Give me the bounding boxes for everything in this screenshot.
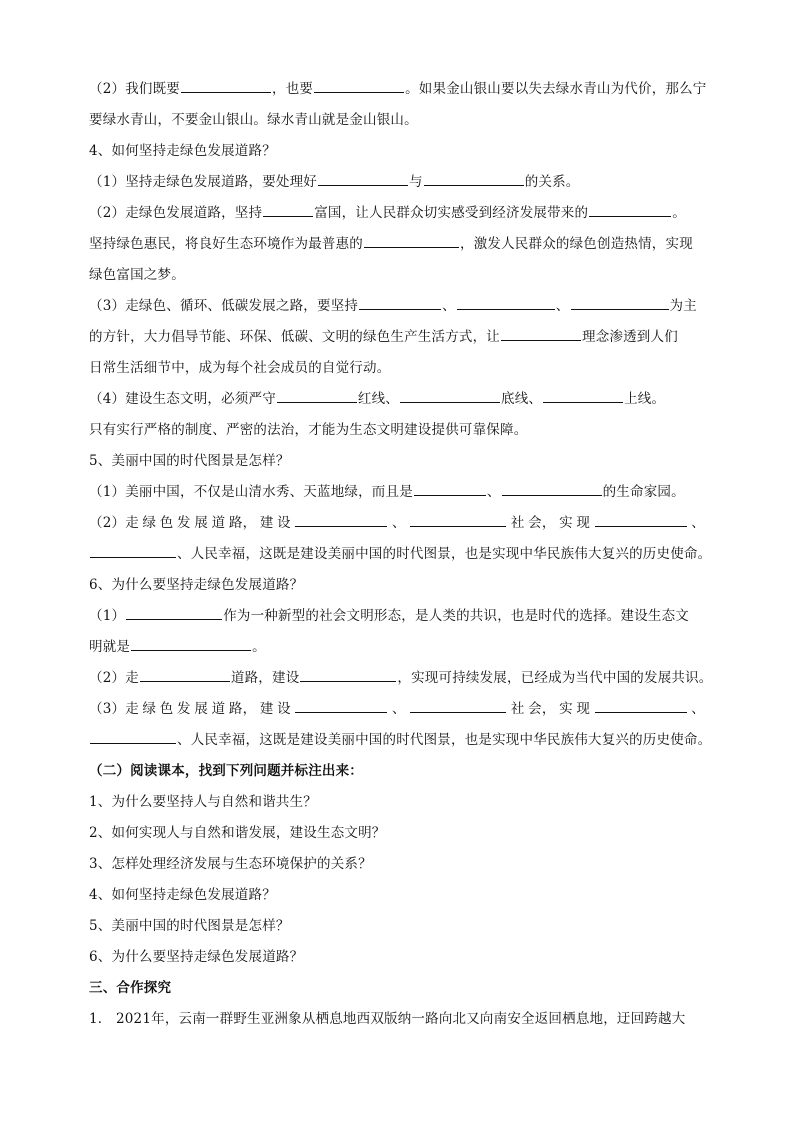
text-segment: 红线、 bbox=[357, 391, 399, 407]
fill-in-blank[interactable] bbox=[295, 513, 387, 527]
fill-in-blank[interactable] bbox=[90, 544, 176, 558]
text-segment: 。如果金山银山要以失去绿水青山为代价，那么宁 bbox=[405, 81, 707, 97]
text-segment: ，激发人民群众的绿色创造热情，实现 bbox=[460, 236, 693, 252]
text-line bbox=[89, 229, 705, 260]
text-segment: 的关系。 bbox=[524, 174, 580, 190]
text-segment: 建 bbox=[259, 701, 274, 717]
section-heading bbox=[89, 756, 705, 787]
text-segment: 4、如何坚持走绿色发展道路？ bbox=[89, 143, 276, 159]
text-segment: 绿色富国之梦。 bbox=[89, 267, 185, 283]
fill-in-blank[interactable] bbox=[410, 513, 506, 527]
text-segment: 现 bbox=[576, 701, 591, 717]
fill-in-blank[interactable] bbox=[424, 172, 524, 186]
text-segment: （2）走 bbox=[89, 515, 139, 531]
section-heading bbox=[89, 973, 705, 1004]
text-line bbox=[89, 322, 705, 353]
text-segment: 现 bbox=[576, 515, 591, 531]
text-segment: 6、为什么要坚持走绿色发展道路？ bbox=[89, 577, 304, 593]
text-line bbox=[89, 942, 705, 973]
text-segment: 展 bbox=[194, 515, 209, 531]
text-line bbox=[89, 105, 705, 136]
fill-in-blank[interactable] bbox=[300, 668, 396, 682]
text-line bbox=[89, 198, 705, 229]
text-segment: 社 bbox=[510, 515, 525, 531]
text-line bbox=[89, 911, 705, 942]
text-segment: ，实现可持续发展，已经成为当代中国的发展共识。 bbox=[397, 670, 713, 686]
fill-in-blank[interactable] bbox=[571, 296, 669, 310]
text-segment: 设 bbox=[277, 515, 291, 531]
text-line bbox=[89, 539, 712, 570]
fill-in-blank[interactable] bbox=[414, 482, 486, 496]
fill-in-blank[interactable] bbox=[595, 699, 687, 713]
fill-in-blank[interactable] bbox=[502, 482, 602, 496]
text-segment: 、 bbox=[691, 701, 705, 717]
text-line bbox=[89, 477, 705, 508]
text-segment: 、 bbox=[555, 298, 570, 314]
text-line bbox=[89, 136, 705, 167]
fill-in-blank[interactable] bbox=[400, 389, 500, 403]
text-segment: 1、为什么要坚持人与自然和谐共生？ bbox=[89, 794, 317, 810]
fill-in-blank[interactable] bbox=[595, 513, 687, 527]
text-segment: 发 bbox=[177, 515, 191, 531]
fill-in-blank[interactable] bbox=[263, 203, 313, 217]
text-segment: （2）走 bbox=[89, 670, 139, 686]
fill-in-blank[interactable] bbox=[410, 699, 506, 713]
text-segment: 、人民幸福，这既是建设美丽中国的时代图景，也是实现中华民族伟大复兴的历史使命。 bbox=[177, 546, 712, 562]
text-segment: 明就是 bbox=[89, 639, 131, 655]
text-segment: 与 bbox=[409, 174, 423, 190]
text-segment: （二）阅读课本，找到下列问题并标注出来： bbox=[89, 763, 363, 779]
text-segment: （3）走 bbox=[89, 701, 139, 717]
text-segment: 上线。 bbox=[624, 391, 666, 407]
text-segment: 三、合作探究 bbox=[89, 980, 172, 996]
text-line bbox=[89, 508, 705, 539]
fill-in-blank[interactable] bbox=[314, 79, 404, 93]
text-segment: 发 bbox=[177, 701, 191, 717]
text-line bbox=[89, 74, 705, 105]
text-line bbox=[89, 694, 705, 725]
text-line bbox=[89, 570, 705, 601]
fill-in-blank[interactable] bbox=[359, 296, 441, 310]
text-segment: （1）坚持走绿色发展道路，要处理好 bbox=[89, 174, 317, 190]
text-segment: 理念渗透到人们 bbox=[582, 329, 678, 345]
text-segment: 要绿水青山，不要金山银山。绿水青山就是金山银山。 bbox=[89, 112, 418, 128]
text-segment: 道 bbox=[211, 515, 226, 531]
text-line bbox=[89, 849, 705, 880]
text-segment: （1） bbox=[89, 608, 126, 624]
document-page bbox=[89, 74, 713, 1035]
text-segment: 4、如何坚持走绿色发展道路？ bbox=[89, 887, 276, 903]
text-segment: 路， bbox=[228, 515, 257, 531]
text-segment: 富国，让人民群众切实感受到经济发展带来的 bbox=[314, 205, 589, 221]
text-segment: 会， bbox=[528, 515, 556, 531]
text-segment: 1． 2021年，云南一群野生亚洲象从栖息地西双版纳一路向北又向南安全返回栖息地，迂回跨越大 bbox=[89, 1011, 686, 1027]
text-segment: 5、美丽中国的时代图景是怎样？ bbox=[89, 453, 290, 469]
text-segment: 路， bbox=[228, 701, 257, 717]
text-segment: 。 bbox=[672, 205, 686, 221]
text-segment: （1）美丽中国，不仅是山清水秀、天蓝地绿，而且是 bbox=[89, 484, 413, 500]
text-segment: 。 bbox=[252, 639, 266, 655]
text-line bbox=[89, 260, 705, 291]
text-segment: 实 bbox=[559, 701, 573, 717]
text-segment: 、 bbox=[486, 484, 501, 500]
text-line bbox=[89, 415, 705, 446]
text-segment: 道 bbox=[211, 701, 226, 717]
text-line bbox=[89, 291, 705, 322]
fill-in-blank[interactable] bbox=[131, 637, 251, 651]
text-line bbox=[89, 601, 705, 632]
text-line bbox=[89, 632, 705, 663]
fill-in-blank[interactable] bbox=[501, 327, 581, 341]
text-line bbox=[89, 725, 712, 756]
fill-in-blank[interactable] bbox=[457, 296, 555, 310]
fill-in-blank[interactable] bbox=[90, 730, 176, 744]
fill-in-blank[interactable] bbox=[364, 234, 459, 248]
text-line bbox=[89, 663, 713, 694]
fill-in-blank[interactable] bbox=[140, 668, 230, 682]
text-segment: 为主 bbox=[669, 298, 697, 314]
text-segment: 展 bbox=[194, 701, 209, 717]
text-segment: 设 bbox=[277, 701, 291, 717]
text-segment: 建 bbox=[259, 515, 274, 531]
text-line bbox=[89, 880, 705, 911]
fill-in-blank[interactable] bbox=[589, 203, 671, 217]
fill-in-blank[interactable] bbox=[295, 699, 387, 713]
text-segment: 、 bbox=[691, 515, 705, 531]
text-segment: 绿 bbox=[142, 701, 157, 717]
fill-in-blank[interactable] bbox=[277, 389, 357, 403]
text-segment: 日常生活细节中，成为每个社会成员的自觉行动。 bbox=[89, 360, 391, 376]
text-segment: 坚持绿色惠民，将良好生态环境作为最普惠的 bbox=[89, 236, 363, 252]
fill-in-blank[interactable] bbox=[126, 606, 222, 620]
text-segment: 只有实行严格的制度、严密的法治，才能为生态文明建设提供可靠保障。 bbox=[89, 422, 528, 438]
text-line bbox=[89, 787, 705, 818]
text-segment: 、人民幸福，这既是建设美丽中国的时代图景，也是实现中华民族伟大复兴的历史使命。 bbox=[177, 732, 712, 748]
text-segment: ，也要 bbox=[272, 81, 314, 97]
text-segment: 的生命家园。 bbox=[602, 484, 685, 500]
fill-in-blank[interactable] bbox=[543, 389, 623, 403]
text-line bbox=[89, 446, 705, 477]
text-segment: （4）建设生态文明，必须严守 bbox=[89, 391, 276, 407]
text-segment: 6、为什么要坚持走绿色发展道路？ bbox=[89, 949, 304, 965]
text-line bbox=[89, 384, 705, 415]
fill-in-blank[interactable] bbox=[318, 172, 408, 186]
text-segment: 绿 bbox=[142, 515, 157, 531]
text-segment: 色 bbox=[159, 701, 174, 717]
text-segment: （2）我们既要 bbox=[89, 81, 180, 97]
text-segment: 色 bbox=[159, 515, 174, 531]
text-segment: 、 bbox=[392, 515, 406, 531]
text-segment: 实 bbox=[559, 515, 573, 531]
fill-in-blank[interactable] bbox=[181, 79, 271, 93]
text-segment: 道路，建设 bbox=[230, 670, 300, 686]
text-line bbox=[89, 818, 705, 849]
text-segment: 作为一种新型的社会文明形态，是人类的共识，也是时代的选择。建设生态文 bbox=[223, 608, 690, 624]
text-segment: 5、美丽中国的时代图景是怎样？ bbox=[89, 918, 290, 934]
text-line bbox=[89, 1004, 705, 1035]
text-segment: 、 bbox=[442, 298, 456, 314]
text-segment: 2、如何实现人与自然和谐发展，建设生态文明？ bbox=[89, 825, 386, 841]
text-line bbox=[89, 167, 705, 198]
text-segment: 、 bbox=[392, 701, 406, 717]
text-segment: 的方针，大力倡导节能、环保、低碳、文明的绿色生产生活方式，让 bbox=[89, 329, 500, 345]
text-segment: （2）走绿色发展道路，坚持 bbox=[89, 205, 263, 221]
text-segment: 底线、 bbox=[501, 391, 543, 407]
text-segment: （3）走绿色、循环、低碳发展之路，要坚持 bbox=[89, 298, 359, 314]
text-line bbox=[89, 353, 705, 384]
text-segment: 会， bbox=[528, 701, 556, 717]
text-segment: 社 bbox=[510, 701, 525, 717]
text-segment: 3、怎样处理经济发展与生态环境保护的关系？ bbox=[89, 856, 372, 872]
